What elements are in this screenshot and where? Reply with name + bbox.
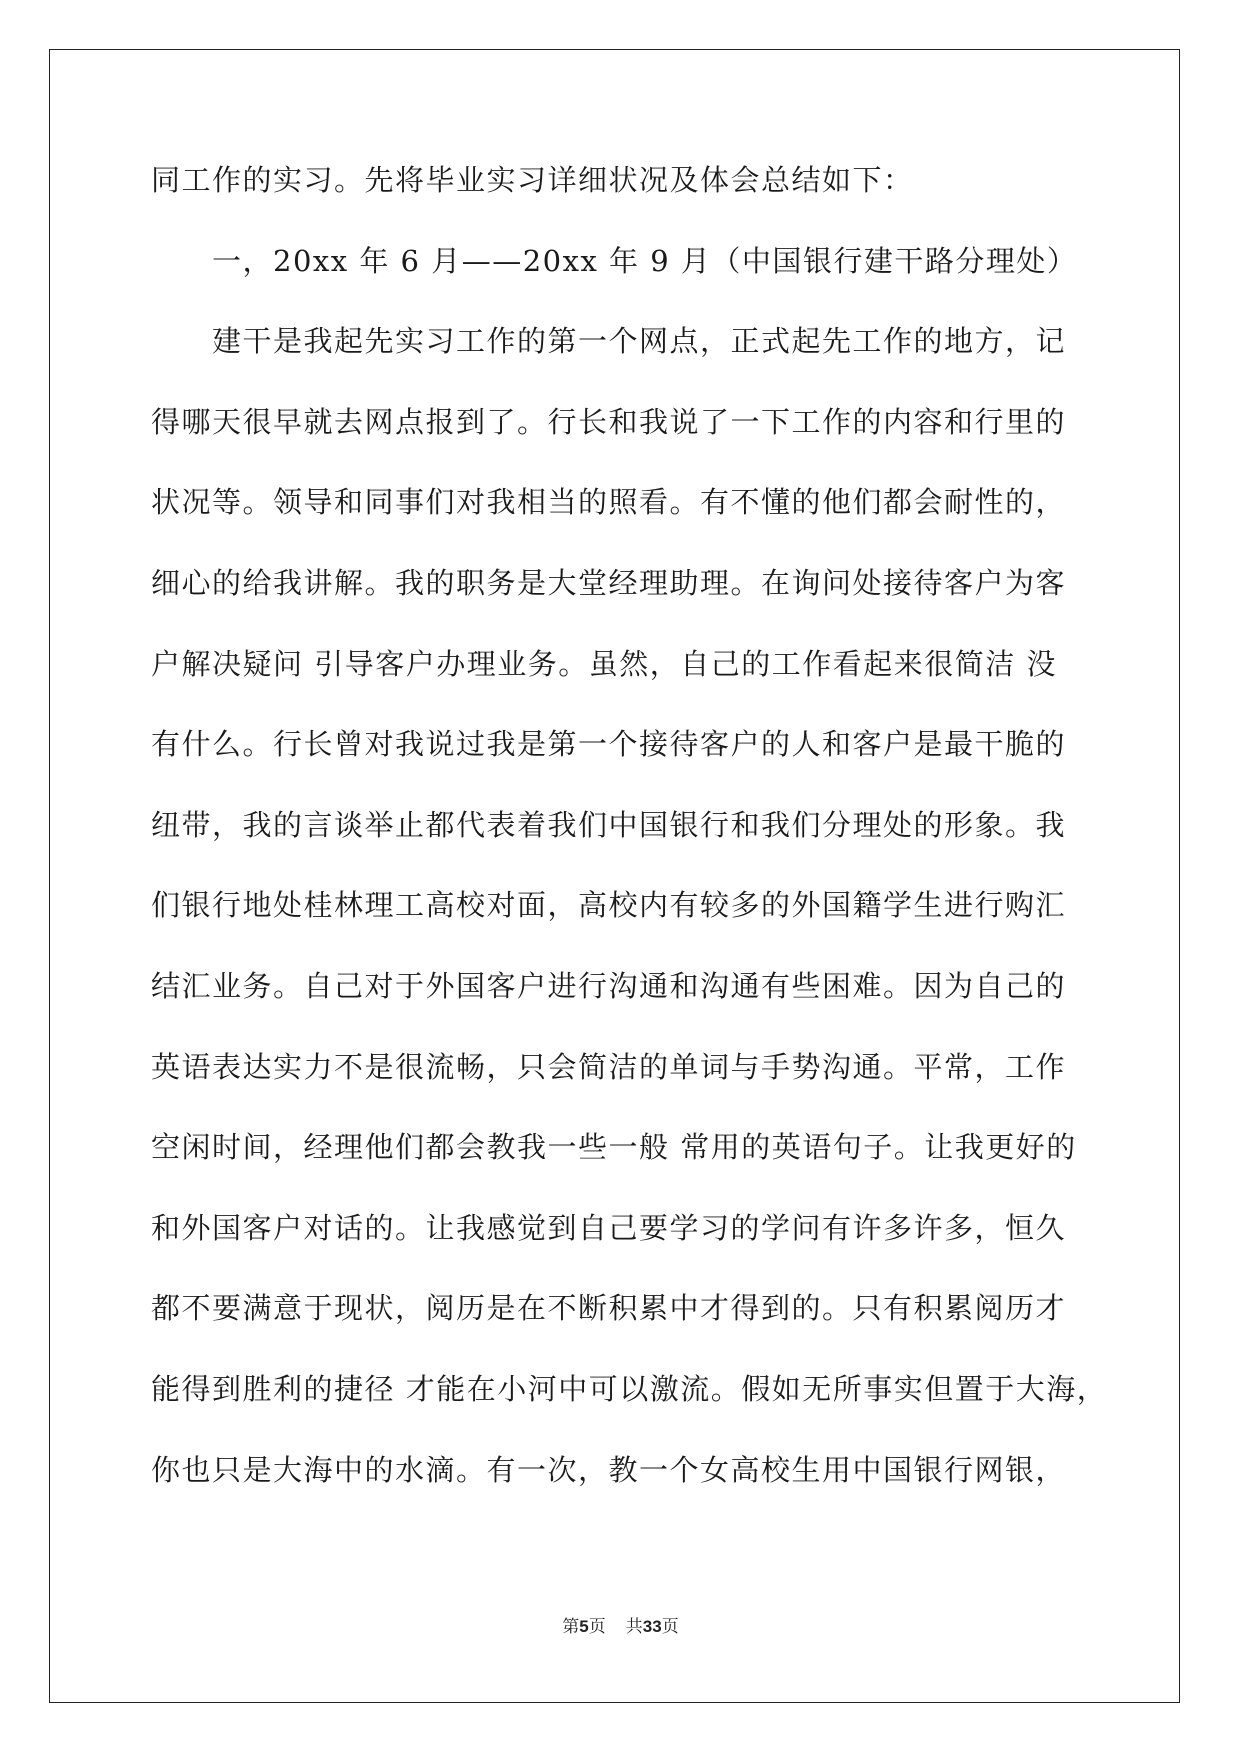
text-line: 英语表达实力不是很流畅，只会简洁的单词与手势沟通。平常，工作 — [151, 1049, 1067, 1084]
page-footer — [0, 1612, 1241, 1637]
page-prefix: 第 — [562, 1617, 580, 1637]
text-line: 户解决疑问 引导客户办理业务。虽然，自己的工作看起来很简洁 没 — [151, 646, 1057, 681]
text-line: 和外国客户对话的。让我感觉到自己要学习的学问有许多许多，恒久 — [151, 1210, 1067, 1245]
total-unit: 页 — [661, 1617, 679, 1637]
text-line: 都不要满意于现状，阅历是在不断积累中才得到的。只有积累阅历才 — [151, 1291, 1067, 1326]
text-line: 细心的给我讲解。我的职务是大堂经理助理。在询问处接待客户为客 — [151, 565, 1067, 600]
text-line: 建干是我起先实习工作的第一个网点，正式起先工作的地方，记 — [151, 324, 1067, 359]
document-body — [151, 162, 1108, 1532]
section-heading: 一，20xx 年 6 月——20xx 年 9 月（中国银行建干路分理处） — [151, 243, 1078, 278]
text-line: 有什么。行长曾对我说过我是第一个接待客户的人和客户是最干脆的 — [151, 727, 1067, 762]
total-prefix: 共 — [625, 1617, 643, 1637]
page-total: 33 — [642, 1617, 662, 1636]
text-line: 纽带，我的言谈举止都代表着我们中国银行和我们分理处的形象。我 — [151, 807, 1067, 842]
text-line: 你也只是大海中的水滴。有一次，教一个女高校生用中国银行网银， — [151, 1452, 1067, 1487]
text-line: 状况等。领导和同事们对我相当的照看。有不懂的他们都会耐性的， — [151, 485, 1067, 520]
text-line: 同工作的实习。先将毕业实习详细状况及体会总结如下： — [151, 163, 914, 197]
text-line: 结汇业务。自己对于外国客户进行沟通和沟通有些困难。因为自己的 — [151, 968, 1067, 1003]
text-line: 空闲时间，经理他们都会教我一些一般 常用的英语句子。让我更好的 — [151, 1130, 1077, 1165]
page-current: 5 — [579, 1617, 589, 1636]
text-line: 能得到胜利的捷径 才能在小河中可以激流。假如无所事实但置于大海， — [151, 1371, 1108, 1406]
text-line: 得哪天很早就去网点报到了。行长和我说了一下工作的内容和行里的 — [151, 404, 1067, 439]
text-line: 们银行地处桂林理工高校对面，高校内有较多的外国籍学生进行购汇 — [151, 888, 1067, 923]
page-unit: 页 — [588, 1617, 606, 1637]
